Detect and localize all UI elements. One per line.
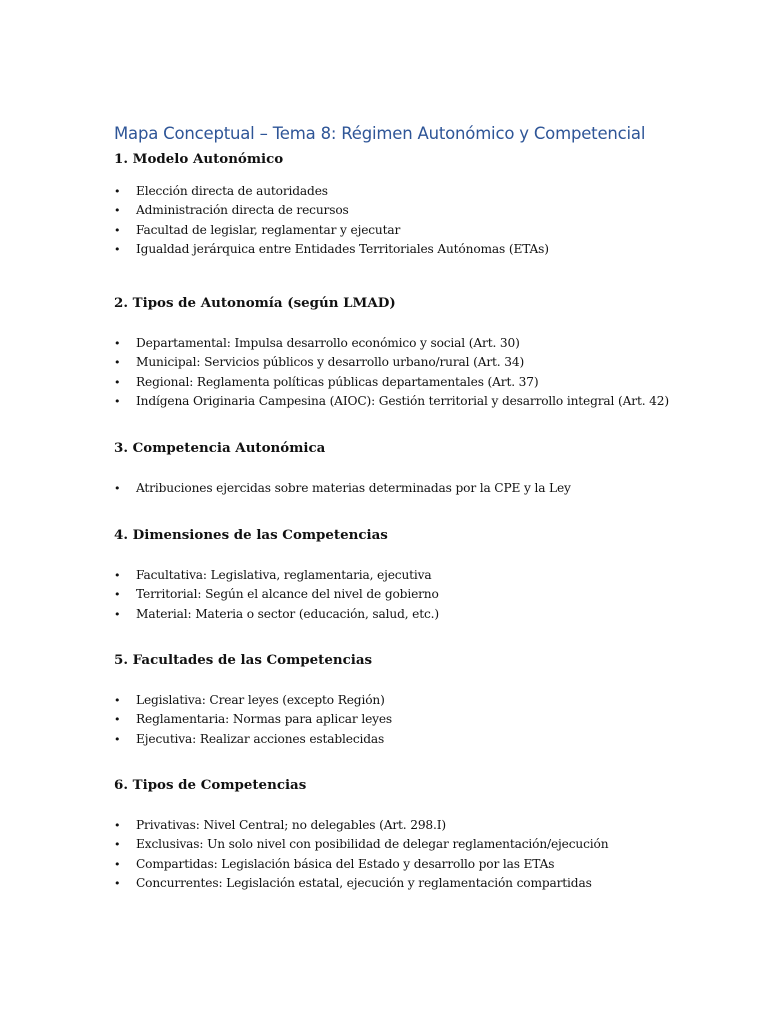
section-modelo-autonomico: [114, 150, 734, 260]
list-item: [114, 835, 734, 854]
list-item-text: Compartidas: Legislación básica del Estado y desarrollo por las ETAs: [136, 856, 555, 871]
bullet-icon: •: [114, 607, 121, 621]
list-item-text: Territorial: Según el alcance del nivel de gobierno: [136, 587, 439, 602]
bullet-list: [114, 816, 734, 894]
list-item: [114, 855, 734, 874]
section-dimensiones-de-las-competencias: [114, 526, 734, 624]
list-item-text: Material: Materia o sector (educación, salud, etc.): [136, 606, 439, 621]
list-item-text: Concurrentes: Legislación estatal, ejecución y reglamentación compartidas: [136, 876, 592, 891]
bullet-list: [114, 566, 734, 624]
list-item-text: Facultativa: Legislativa, reglamentaria, ejecutiva: [136, 568, 432, 582]
list-item: [114, 240, 734, 259]
bullet-icon: •: [114, 375, 121, 389]
bullet-icon: •: [114, 569, 121, 582]
list-item-text: Atribuciones ejercidas sobre materias determinadas por la CPE y la Ley: [136, 481, 571, 495]
list-item-text: Exclusivas: Un solo nivel con posibilidad de delegar reglamentación/ejecución: [136, 837, 609, 852]
list-item-text: Legislativa: Crear leyes (excepto Región): [136, 693, 385, 707]
list-item-text: Administración directa de recursos: [136, 203, 349, 218]
bullet-icon: •: [114, 482, 121, 495]
bullet-icon: •: [114, 337, 121, 350]
list-item: [114, 710, 734, 729]
section-heading: 2. Tipos de Autonomía (según LMAD): [114, 295, 396, 311]
list-item: [114, 392, 734, 411]
section-tipos-de-competencias: [114, 776, 734, 894]
section-heading: 6. Tipos de Competencias: [114, 777, 307, 793]
bullet-list: [114, 334, 734, 412]
list-item: [114, 353, 734, 372]
list-item-text: Municipal: Servicios públicos y desarrollo urbano/rural (Art. 34): [136, 355, 525, 370]
list-item: [114, 730, 734, 749]
bullet-icon: •: [114, 356, 121, 370]
list-item: [114, 182, 734, 201]
bullet-icon: •: [114, 819, 121, 832]
bullet-icon: •: [114, 588, 121, 602]
list-item: [114, 373, 734, 392]
section-tipos-de-autonomia: [114, 294, 734, 412]
section-heading: 1. Modelo Autonómico: [114, 151, 284, 167]
list-item-text: Igualdad jerárquica entre Entidades Territoriales Autónomas (ETAs): [136, 242, 549, 257]
bullet-icon: •: [114, 395, 121, 409]
bullet-icon: •: [114, 838, 121, 852]
list-item-text: Elección directa de autoridades: [136, 184, 328, 198]
list-item: [114, 816, 734, 835]
list-item: [114, 566, 734, 585]
list-item: [114, 201, 734, 220]
section-facultades-de-las-competencias: [114, 651, 734, 749]
list-item: [114, 479, 734, 498]
list-item: [114, 334, 734, 353]
section-heading: 4. Dimensiones de las Competencias: [114, 527, 388, 543]
bullet-icon: •: [114, 223, 121, 237]
section-heading: 3. Competencia Autonómica: [114, 440, 326, 456]
bullet-list: [114, 182, 734, 260]
bullet-icon: •: [114, 694, 121, 707]
bullet-list: [114, 691, 734, 749]
list-item-text: Facultad de legislar, reglamentar y ejecutar: [136, 222, 401, 237]
list-item: [114, 221, 734, 240]
list-item-text: Departamental: Impulsa desarrollo económico y social (Art. 30): [136, 336, 520, 350]
bullet-icon: •: [114, 877, 121, 891]
document-title: Mapa Conceptual – Tema 8: Régimen Autonómico y Competencial: [114, 124, 646, 143]
bullet-icon: •: [114, 243, 121, 257]
bullet-icon: •: [114, 857, 121, 871]
list-item-text: Indígena Originaria Campesina (AIOC): Gestión territorial y desarrollo integral (Art. 42): [136, 394, 669, 409]
list-item-text: Ejecutiva: Realizar acciones establecidas: [136, 731, 385, 746]
bullet-list: [114, 479, 734, 498]
bullet-icon: •: [114, 732, 121, 746]
bullet-icon: •: [114, 185, 121, 198]
list-item: [114, 874, 734, 893]
list-item: [114, 585, 734, 604]
list-item-text: Regional: Reglamenta políticas públicas departamentales (Art. 37): [136, 374, 539, 389]
list-item-text: Reglamentaria: Normas para aplicar leyes: [136, 712, 393, 727]
section-competencia-autonomica: [114, 439, 734, 498]
list-item-text: Privativas: Nivel Central; no delegables (Art. 298.I): [136, 818, 447, 832]
list-item: [114, 605, 734, 624]
bullet-icon: •: [114, 204, 121, 218]
bullet-icon: •: [114, 713, 121, 727]
list-item: [114, 691, 734, 710]
section-heading: 5. Facultades de las Competencias: [114, 652, 373, 668]
